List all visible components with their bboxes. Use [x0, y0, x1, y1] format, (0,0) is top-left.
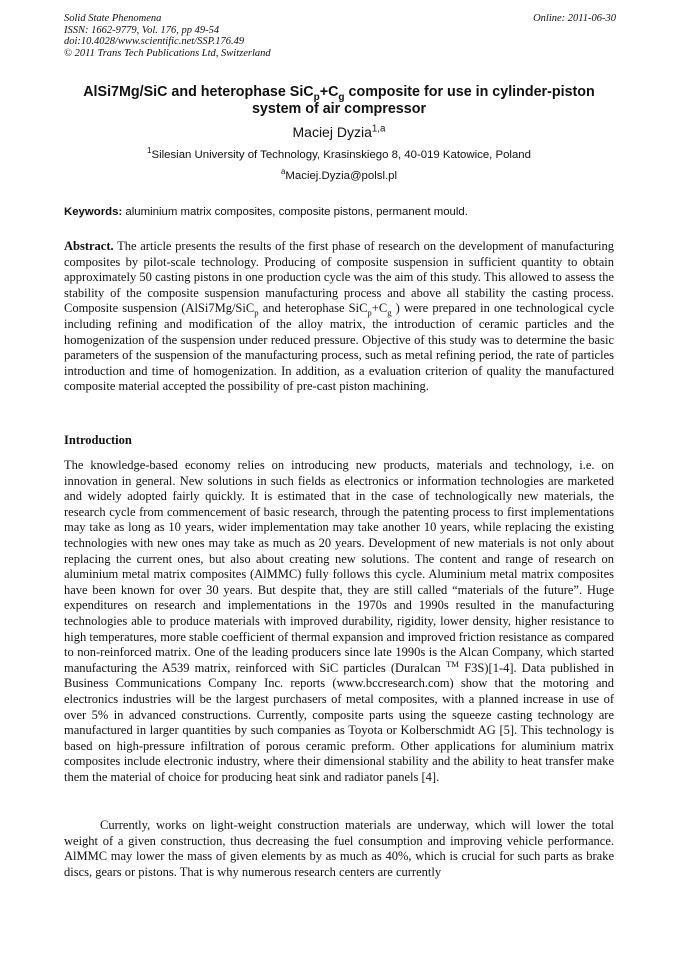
- issn-line: ISSN: 1662-9779, Vol. 176, pp 49-54: [64, 24, 220, 36]
- author: Maciej Dyzia$^{1,a}$: [292, 123, 386, 140]
- copyright-line: © 2011 Trans Tech Publications Ltd, Switzerland: [64, 47, 271, 59]
- online-date: Online: 2011-06-30: [533, 13, 616, 24]
- doi-line: doi:10.4028/www.scientific.net/SSP.176.49: [64, 36, 245, 47]
- keywords-label: Keywords:: [64, 206, 123, 218]
- affiliation: $^1$Silesian University of Technology, Krasinskiego 8, 40-019 Katowice, Poland: [147, 146, 531, 161]
- journal-header: [64, 13, 616, 59]
- paper-title: AlSi7Mg/SiC and heterophase $SiC_p+C_g$ composite for use in cylinder-piston system of air compressor: [83, 84, 595, 117]
- journal-name: Solid State Phenomena: [64, 13, 162, 24]
- author-email: $^a$Maciej.Dyzia@polsl.pl: [280, 167, 398, 182]
- author-name: Maciej Dyzia: [292, 124, 372, 140]
- introduction-paragraph-1: The knowledge-based economy relies on introducing new products, materials and technology, i.e. on innovation in general. New solutions in such fields as electronics or information technologies are marketed and widely adopted fairly quickly. It is estimated that in the case of technologically new materials, the research cycle from commencement of basic research, through the patenting process to first implementations may take as long as 10 years, wider implementation may take another 10 years, while replacing the existing technologies with new ones may take as much as 20 years. Development of new materials is not only about replacing the current ones, but also about creating new solutions. The content and range of research on aluminium metal matrix composites (AlMMC) fully follows this cycle. Aluminium metal matrix composites have been known for over 30 years. But despite that, they are still called “materials of the future”. Huge expenditures on research and implementations in the 1970s and 1990s resulted in the manufacturing technologies able to produce materials with improved durability, rigidity, lower density, higher resistance to high temperatures, more stable coefficient of thermal expansion and improved friction resistance as compared to non-reinforced matrix. One of the leading producers since late 1990s is the Alcan Company, which started manufacturing the A539 matrix, reinforced with SiC particles (Duralcan ™ F3S)[1-4]. Data published in Business Communications Company Inc. reports (www.bccresearch.com) show that the motoring and electronics industries will be the largest purchasers of metal composites, with a planned increase in use of over 5% in advanced constructions. Currently, composite parts using the squeeze casting technology are manufactured in larger quantities by such companies as Toyota or Kolberschmidt AG [5]. This technology is based on high-pressure infiltration of porous ceramic preform. Other applications for aluminium matrix composites include electronic industry, where their dimensional stability and the ability to heat transfer make them the material of choice for producing heat sink and radiator panels [4].: [64, 458, 615, 784]
- abstract-label: Abstract.: [64, 239, 114, 253]
- introduction-heading: Introduction: [64, 433, 132, 447]
- introduction-paragraph-2: Currently, works on light-weight construction materials are underway, which will lower the total weight of a given construction, thus decreasing the fuel consumption and improving vehicle performance. AlMMC may lower the mass of given elements by as much as 40%, which is crucial for such parts as brake discs, gears or pistons. That is why numerous research centers are currently: [64, 818, 614, 879]
- abstract: Abstract. The article presents the results of the first phase of research on the development of manufacturing composites by pilot-scale technology. Producing of composite suspension in sufficient quantity to obtain approximately 50 casting pistons in one production cycle was the aim of this study. This allowed to assess the stability of the composite suspension manufacturing process and above all stability the casting process. Composite suspension (AlSi7Mg/SiC$_p$ and heterophase $SiC_p+C_g$ ) were prepared in one technological cycle including refining and modification of the alloy matrix, the introduction of ceramic particles and the homogenization of the suspension under reduced pressure. Objective of this study was to determine the basic parameters of the suspension of the manufacturing process, such as metal refining period, the rate of particles introduction and time of homogenization. In addition, as a evaluation criterion of quality the manufactured composite material accepted the possibility of pre-cast piston machining.: [64, 239, 614, 394]
- keywords: Keywords: aluminium matrix composites, composite pistons, permanent mould.: [64, 206, 468, 218]
